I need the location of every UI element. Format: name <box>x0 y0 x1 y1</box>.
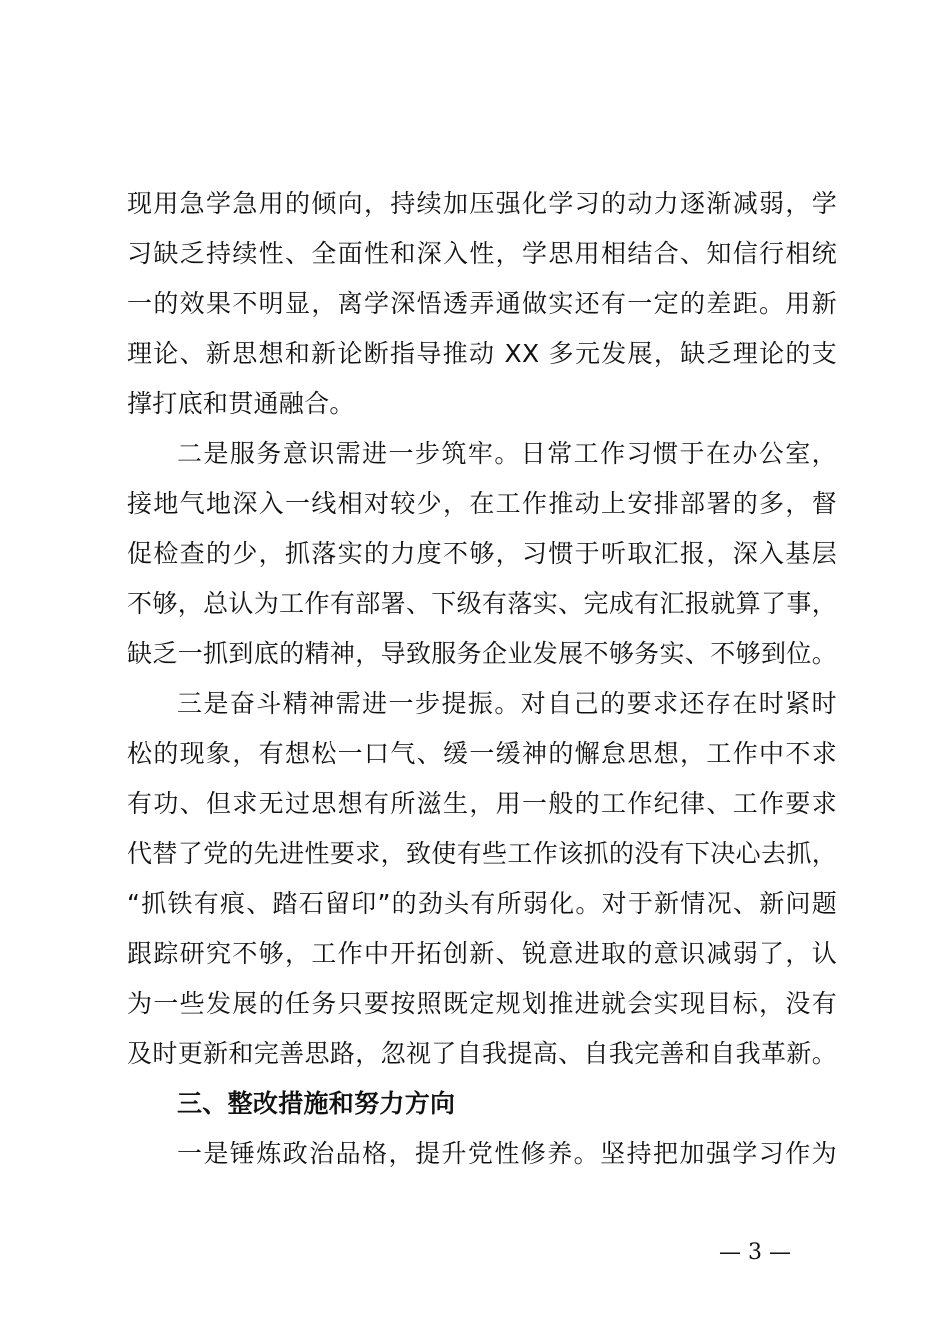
body-text-line: 一的效果不明显，离学深悟透弄通做实还有一定的差距。用新 <box>127 289 837 318</box>
body-text-line: 促检查的少，抓落实的力度不够，习惯于听取汇报，深入基层 <box>127 539 837 568</box>
paragraph-heading-line: 一是锤炼政治品格，提升党性修养。坚持把加强学习作为 <box>177 1139 837 1168</box>
paragraph-heading-line: 二是服务意识需进一步筑牢。日常工作习惯于在办公室， <box>177 439 837 468</box>
body-text-line: 代替了党的先进性要求，致使有些工作该抓的没有下决心去抓， <box>127 839 837 868</box>
body-text-line: 跟踪研究不够，工作中开拓创新、锐意进取的意识减弱了，认 <box>127 939 837 968</box>
body-text-line: 不够，总认为工作有部署、下级有落实、完成有汇报就算了事， <box>127 589 837 618</box>
body-text-line: 松的现象，有想松一口气、缓一缓神的懈怠思想，工作中不求 <box>127 739 837 768</box>
body-text-line: 接地气地深入一线相对较少，在工作推动上安排部署的多，督 <box>127 489 837 518</box>
body-text-line: “抓铁有痕、踏石留印”的劲头有所弱化。对于新情况、新问题 <box>127 889 837 918</box>
body-text-line: 有功、但求无过思想有所滋生，用一般的工作纪律、工作要求 <box>127 789 837 818</box>
body-text-line: 撑打底和贯通融合。 <box>127 389 355 418</box>
body-text-line: 缺乏一抓到底的精神，导致服务企业发展不够务实、不够到位。 <box>127 639 837 668</box>
body-text-line: 及时更新和完善思路，忽视了自我提高、自我完善和自我革新。 <box>127 1039 837 1068</box>
body-text-line: 现用急学急用的倾向，持续加压强化学习的动力逐渐减弱，学 <box>127 189 837 218</box>
body-text-line: 习缺乏持续性、全面性和深入性，学思用相结合、知信行相统 <box>127 239 837 268</box>
paragraph-heading-line: 三是奋斗精神需进一步提振。对自己的要求还存在时紧时 <box>177 689 837 718</box>
section-heading: 三、整改措施和努力方向 <box>177 1089 456 1118</box>
body-text-line: 理论、新思想和新论断指导推动 XX 多元发展，缺乏理论的支 <box>127 339 837 368</box>
page-number: — 3 — <box>719 1240 791 1265</box>
body-text-line: 为一些发展的任务只要按照既定规划推进就会实现目标，没有 <box>127 989 837 1018</box>
